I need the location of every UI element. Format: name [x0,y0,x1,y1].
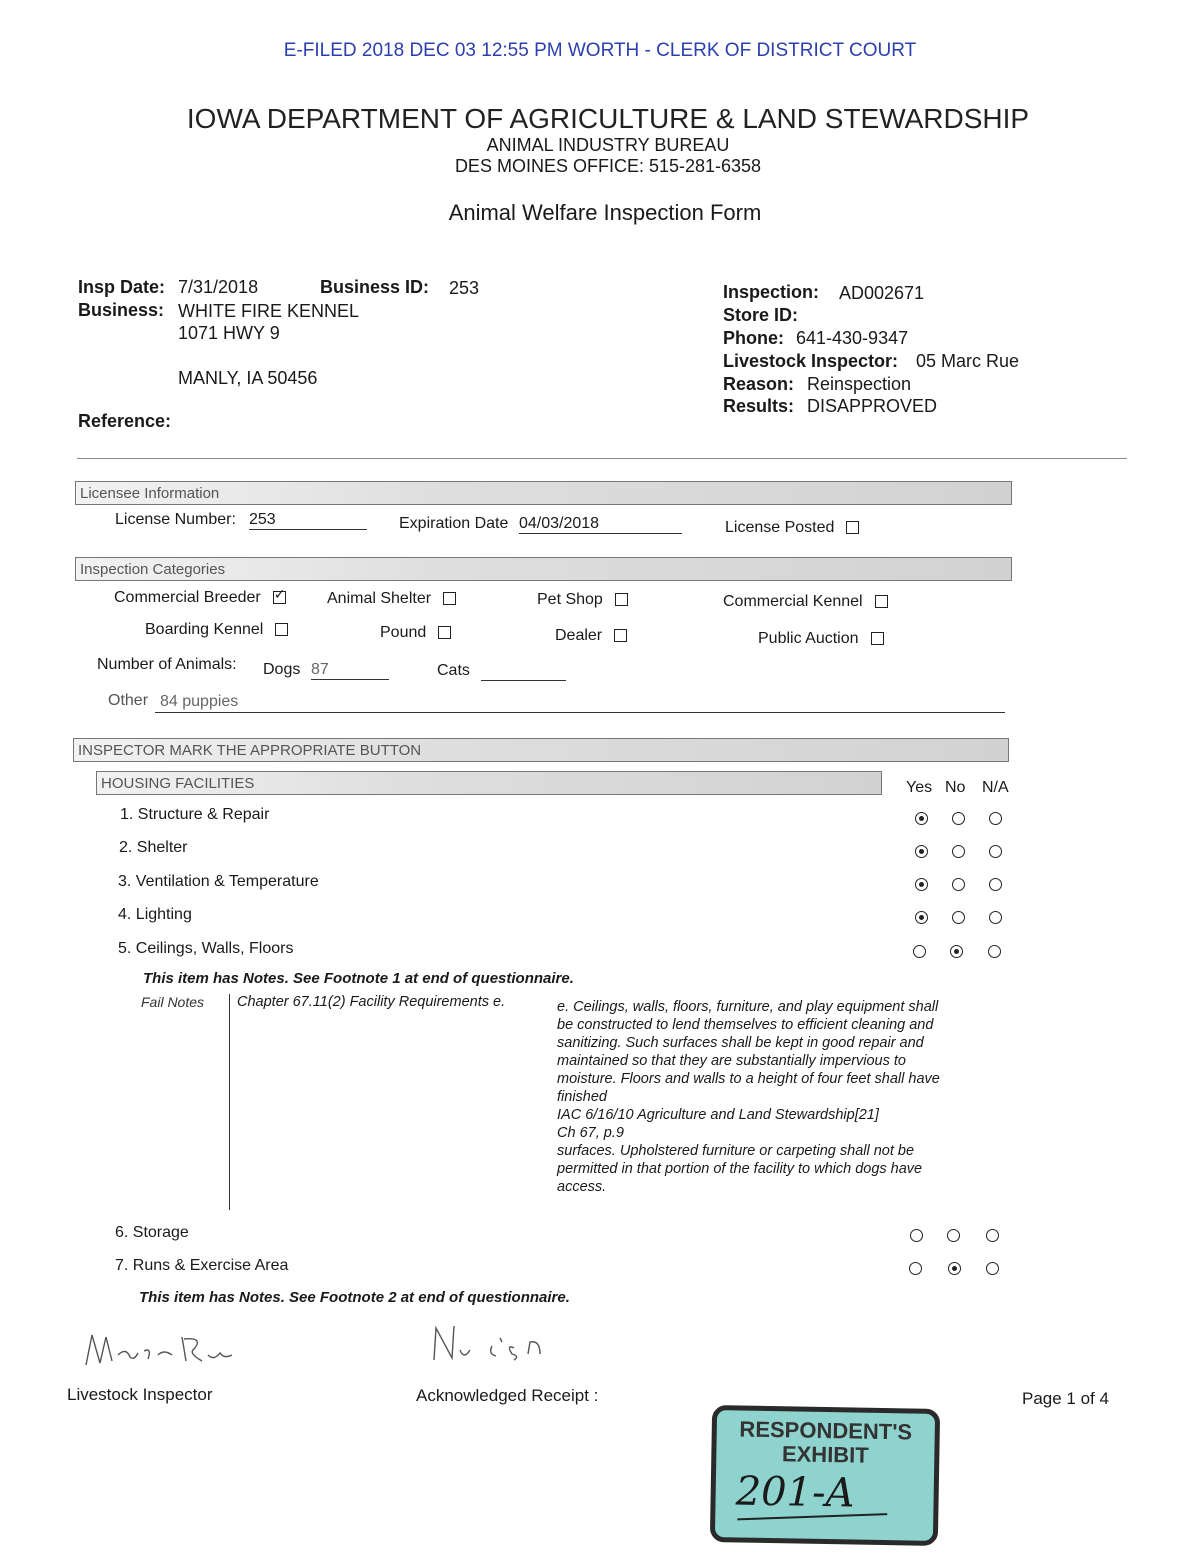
radio-yes-item-6[interactable] [910,1229,923,1242]
reference-label: Reference: [78,411,172,431]
category-checkbox[interactable] [875,595,888,608]
radio-na-item-4[interactable] [989,911,1002,924]
radio-yes-item-4[interactable] [915,911,928,924]
business-name: WHITE FIRE KENNEL [178,301,360,321]
category-label: Commercial Kennel [723,593,863,610]
col-no-header: No [945,779,966,796]
results-value: DISAPPROVED [807,396,938,416]
item-structure-repair: 1. Structure & Repair [120,806,270,823]
radio-no-item-2[interactable] [952,845,965,858]
reason-value: Reinspection [807,374,912,394]
form-title: Animal Welfare Inspection Form [448,200,762,225]
office-phone: DES MOINES OFFICE: 515-281-6358 [454,156,762,176]
business-address1: 1071 HWY 9 [178,323,280,343]
category-label: Animal Shelter [327,590,432,607]
radio-na-item-2[interactable] [989,845,1002,858]
radio-no-item-4[interactable] [952,911,965,924]
license-posted-field [725,519,859,537]
fail-chapter: Chapter 67.11(2) Facility Requirements e. [237,994,506,1010]
category-label: Dealer [555,627,603,644]
category-checkbox[interactable] [443,592,456,605]
num-animals-label: Number of Animals: [97,656,237,673]
category-checkbox[interactable] [614,629,627,642]
radio-no-item-1[interactable] [952,812,965,825]
business-id-value: 253 [449,278,480,298]
category-commercial-kennel [723,593,888,611]
category-label: Pound [380,624,427,641]
fail-text-1: e. Ceilings, walls, floors, furniture, and play equipment shall be constructed to lend themselves to efficient cleaning and sanitizing. Such surfaces shall be kept in good repair and maintained so that they are substantially impervious to moisture. Floors and walls to a height of four feet shall have finished [557,999,940,1105]
item-shelter: 2. Shelter [119,839,188,856]
radio-yes-item-2[interactable] [915,845,928,858]
category-checkbox[interactable] [275,623,288,636]
stamp-line1: RESPONDENT'S [739,1416,913,1445]
cats-label: Cats [437,662,470,679]
business-id-label: Business ID: [320,277,430,297]
phone-label: Phone: [723,328,784,348]
receipt-signature [430,1320,570,1368]
category-pet-shop [537,591,628,609]
inspector-value: 05 Marc Rue [916,351,1020,371]
stamp-number: 201-A [735,1468,855,1517]
other-value: 84 puppies [160,693,239,710]
category-label: Pet Shop [537,591,603,608]
other-label: Other [108,692,149,709]
business-label: Business: [78,300,165,320]
expiration-value: 04/03/2018 [519,515,682,534]
radio-na-item-6[interactable] [986,1229,999,1242]
fail-notes-text [557,998,957,1196]
store-id-label: Store ID: [723,305,799,325]
other-underline [155,712,1005,713]
category-label: Public Auction [758,630,859,647]
fail-notes-divider [229,994,230,1210]
categories-section-header: Inspection Categories [75,557,1012,581]
item-lighting: 4. Lighting [118,906,192,923]
bureau-title: ANIMAL INDUSTRY BUREAU [486,135,730,155]
results-label: Results: [723,396,795,416]
phone-value: 641-430-9347 [796,328,909,348]
insp-date-label: Insp Date: [78,277,166,297]
receipt-signature-label: Acknowledged Receipt : [416,1386,599,1405]
fail-citation-1: IAC 6/16/10 Agriculture and Land Stewardship[21] [557,1107,879,1123]
insp-date-value: 7/31/2018 [178,277,259,297]
category-pound [380,624,451,642]
agency-title: IOWA DEPARTMENT OF AGRICULTURE & LAND STEWARDSHIP [186,103,1030,134]
fail-citation-2: Ch 67, p.9 [557,1125,624,1141]
efiled-banner: E-FILED 2018 DEC 03 12:55 PM WORTH - CLERK OF DISTRICT COURT [283,40,917,61]
category-dealer [555,627,627,645]
category-checkbox[interactable] [871,632,884,645]
housing-section-header: HOUSING FACILITIES [96,771,882,795]
inspector-label: Livestock Inspector: [723,351,899,371]
radio-no-item-7[interactable] [948,1262,961,1275]
cats-value-blank [481,663,566,681]
fail-text-2: surfaces. Upholstered furniture or carpeting shall not be permitted in that portion of the facility to which dogs have access. [557,1143,923,1195]
radio-na-item-7[interactable] [986,1262,999,1275]
item-ventilation: 3. Ventilation & Temperature [118,873,319,890]
radio-yes-item-7[interactable] [909,1262,922,1275]
item-ceilings-walls-floors: 5. Ceilings, Walls, Floors [118,940,294,957]
inspector-signature [82,1325,242,1375]
stamp-line2: EXHIBIT [781,1441,869,1468]
footnote-1-note: This item has Notes. See Footnote 1 at end of questionnaire. [143,970,574,987]
radio-yes-item-5[interactable] [913,945,926,958]
item-runs-exercise: 7. Runs & Exercise Area [115,1257,289,1274]
page-number: Page 1 of 4 [1022,1389,1109,1408]
radio-no-item-5[interactable] [950,945,963,958]
inspector-signature-label: Livestock Inspector [67,1385,213,1404]
exhibit-stamp [710,1405,940,1546]
inspection-label: Inspection: [723,282,820,302]
footnote-2-note: This item has Notes. See Footnote 2 at end of questionnaire. [139,1289,570,1306]
category-checkbox[interactable] [438,626,451,639]
category-checkbox[interactable] [273,591,286,604]
dogs-value: 87 [311,661,389,680]
license-number-label: License Number: [115,511,236,528]
radio-no-item-6[interactable] [947,1229,960,1242]
radio-na-item-5[interactable] [988,945,1001,958]
license-posted-checkbox[interactable] [846,521,859,534]
category-public-auction [758,630,884,648]
reason-label: Reason: [723,374,795,394]
category-boarding-kennel [145,621,288,639]
dogs-label: Dogs [263,661,301,678]
radio-yes-item-3[interactable] [915,878,928,891]
expiration-label: Expiration Date [399,515,509,532]
radio-yes-item-1[interactable] [915,812,928,825]
category-label: Boarding Kennel [145,621,264,638]
business-address2: MANLY, IA 50456 [178,368,318,388]
category-label: Commercial Breeder [114,589,261,606]
inspector-section-header: INSPECTOR MARK THE APPROPRIATE BUTTON [73,738,1009,762]
radio-na-item-1[interactable] [989,812,1002,825]
col-yes-header: Yes [906,779,933,796]
col-na-header: N/A [982,779,1009,796]
category-animal-shelter [327,590,456,608]
fail-notes-label: Fail Notes [141,994,205,1010]
item-storage: 6. Storage [115,1224,189,1241]
radio-no-item-3[interactable] [952,878,965,891]
category-checkbox[interactable] [615,593,628,606]
license-posted-label: License Posted [725,519,835,536]
category-commercial-breeder [114,589,286,607]
licensee-section-header: Licensee Information [75,481,1012,505]
license-number-value: 253 [249,511,367,530]
inspection-value: AD002671 [839,283,925,303]
radio-na-item-3[interactable] [989,878,1002,891]
header-divider [77,458,1127,459]
